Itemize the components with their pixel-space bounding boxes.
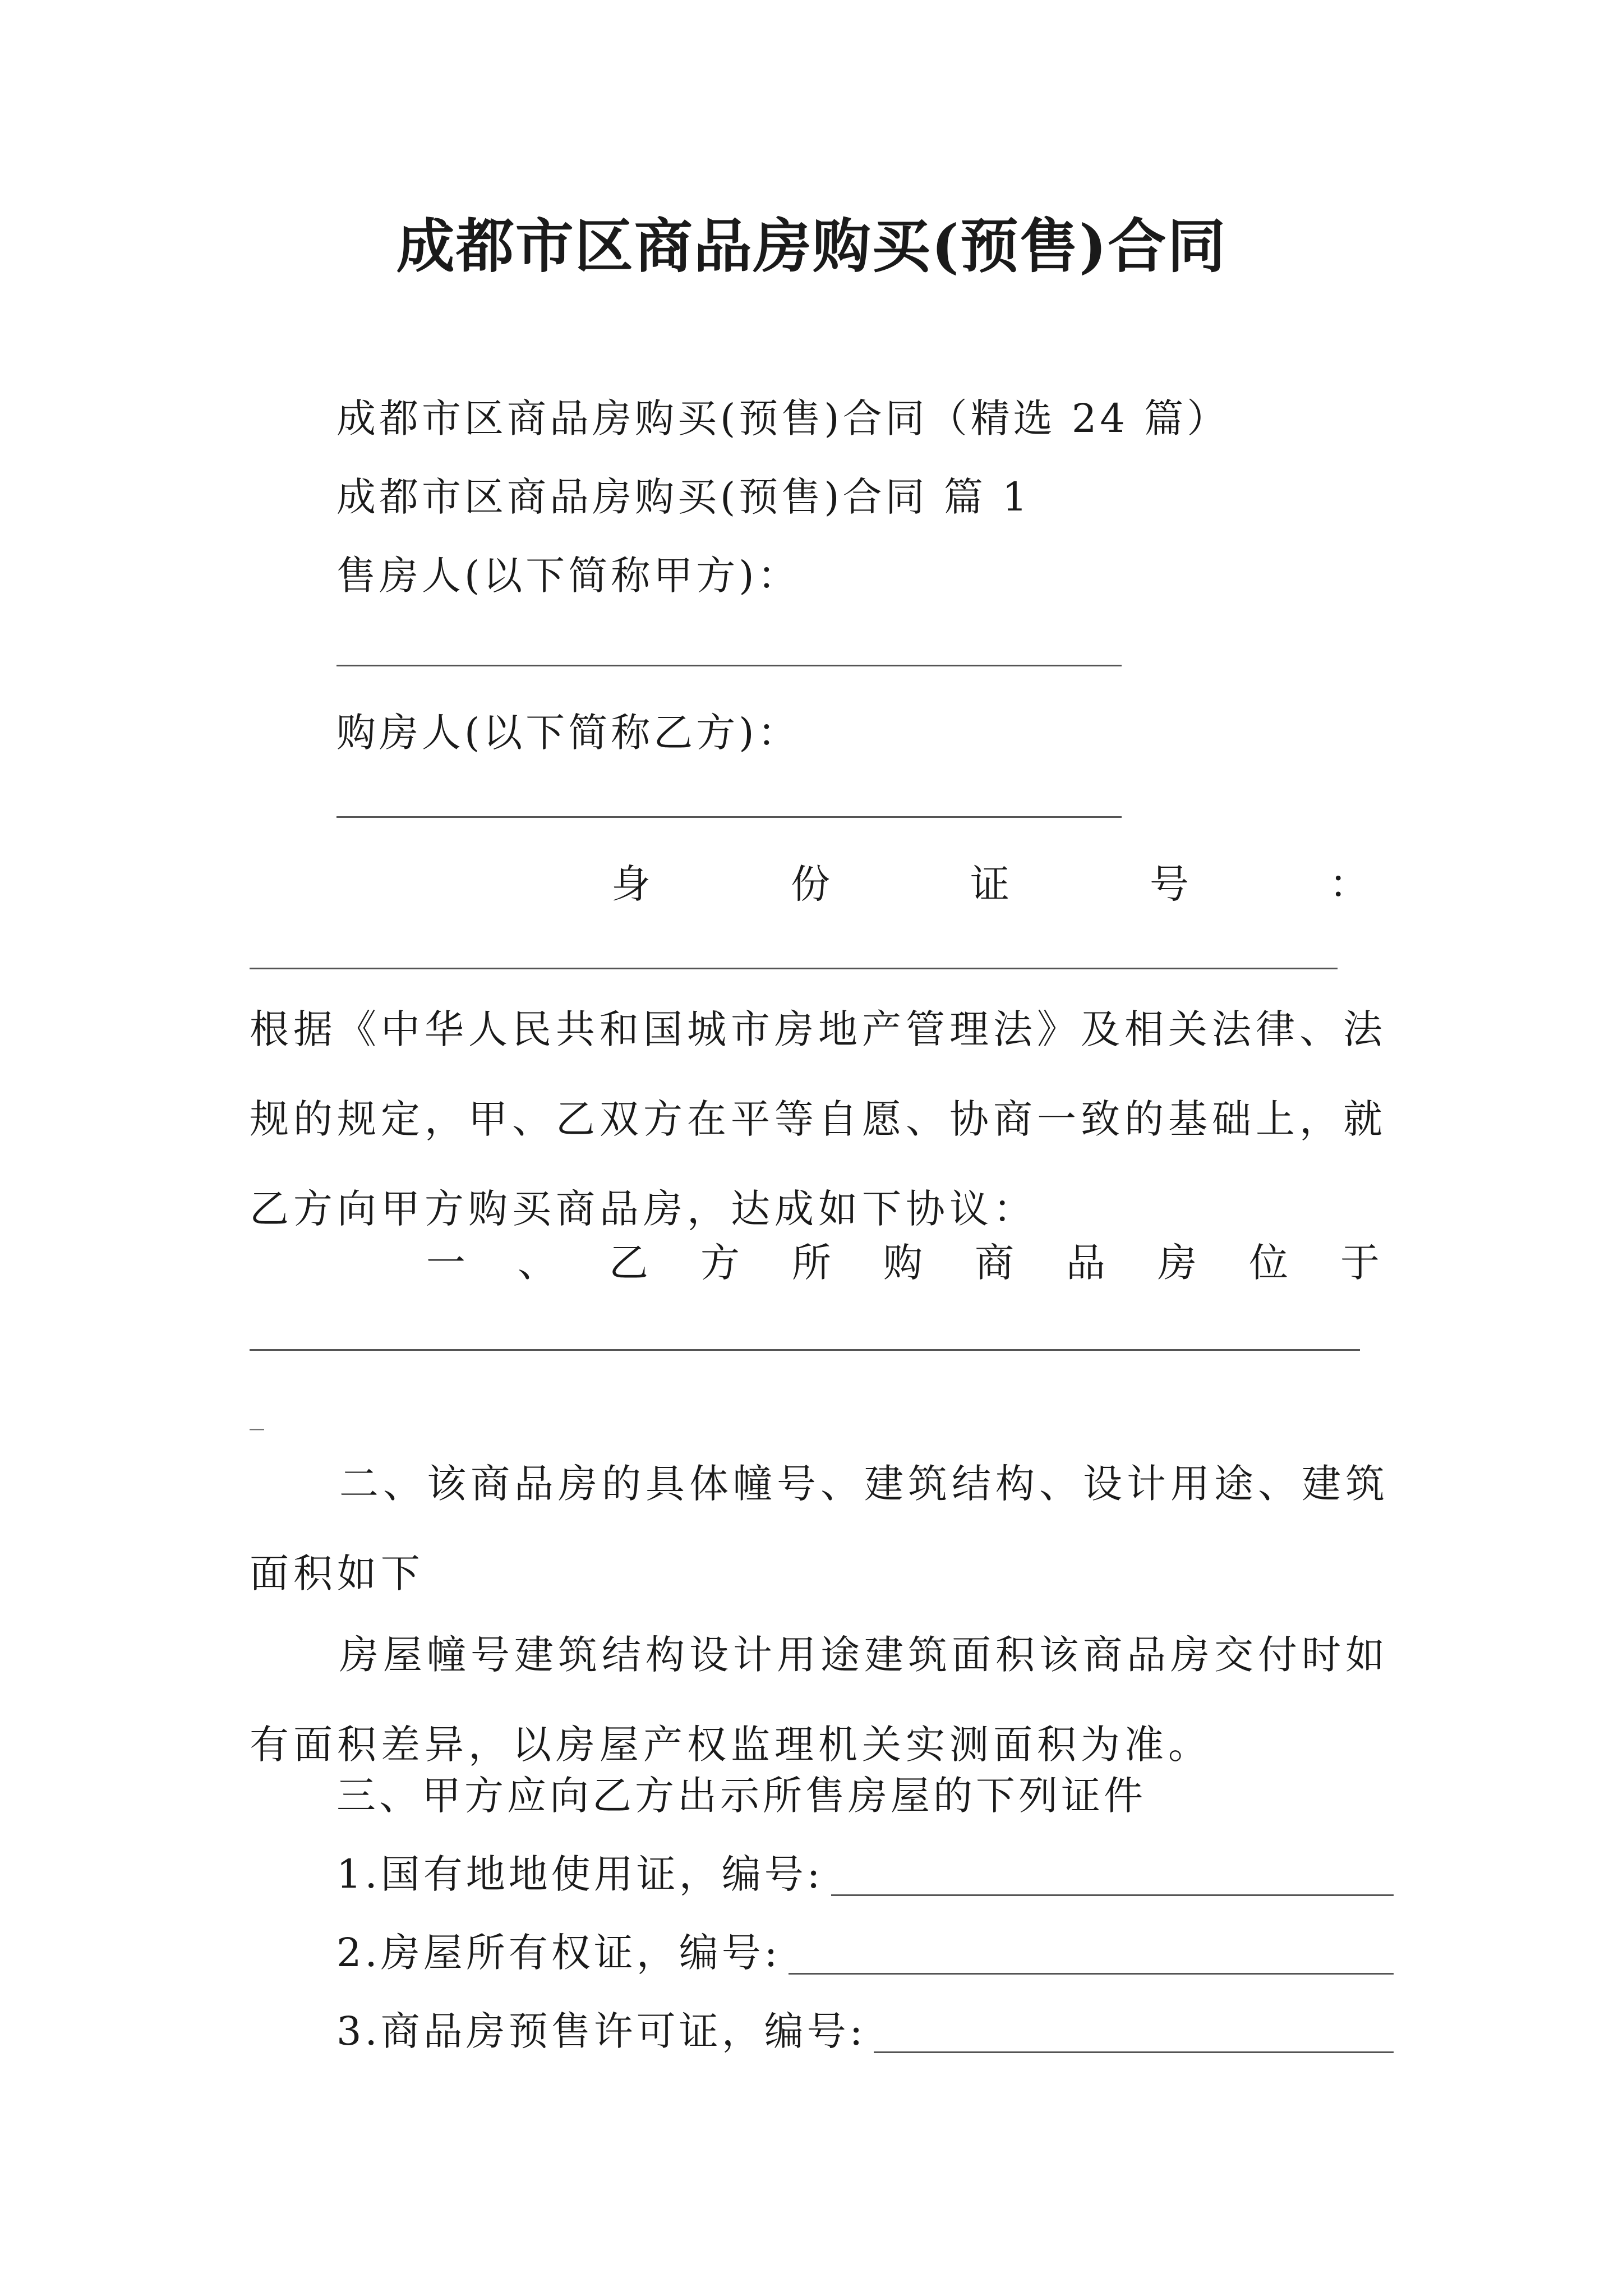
clause-1-char-5: 所 <box>792 1240 831 1286</box>
certificate-3-label: 3.商品房预售许可证，编号: <box>336 2008 866 2054</box>
clause-1-char-2: 、 <box>518 1240 557 1286</box>
buyer-blank-line <box>336 816 1122 818</box>
clause-1-blank-line <box>250 1349 1360 1351</box>
clause-1-char-10: 位 <box>1249 1240 1288 1286</box>
clause-1-char-8: 品 <box>1066 1240 1105 1286</box>
clause-1-char-4: 方 <box>700 1240 740 1286</box>
clause-3-heading: 三、甲方应向乙方出示所售房屋的下列证件 <box>336 1773 1146 1819</box>
certificate-1-row <box>336 1843 1394 1899</box>
preamble-paragraph: 根据《中华人民共和国城市房地产管理法》及相关法律、法规的规定，甲、乙双方在平等自愿、协商一致的基础上，就乙方向甲方购买商品房，达成如下协议： <box>250 1006 1387 1232</box>
seller-blank-line <box>336 665 1122 666</box>
certificate-2-row <box>336 1921 1394 1978</box>
id-label-char-4: 号 <box>1150 861 1189 907</box>
certificate-3-blank <box>874 2051 1394 2053</box>
clause-1-blank-tail: _ <box>250 1397 268 1430</box>
id-number-blank-line <box>250 968 1338 969</box>
part-subtitle: 成都市区商品房购买(预售)合同 篇 1 <box>336 474 1031 520</box>
document-title: 成都市区商品房购买(预售)合同 <box>396 211 1227 280</box>
clause-1-char-11: 于 <box>1340 1240 1380 1286</box>
buyer-label: 购房人(以下简称乙方)： <box>336 710 800 756</box>
clause-1-char-9: 房 <box>1158 1240 1197 1286</box>
collection-subtitle: 成都市区商品房购买(预售)合同（精选 24 篇） <box>336 395 1230 441</box>
clause-1-char-1: 一 <box>426 1240 465 1286</box>
id-number-label <box>611 853 1368 909</box>
clause-2-detail-paragraph: 房屋幢号建筑结构设计用途建筑面积该商品房交付时如有面积差异，以房屋产权监理机关实测面积为准。 <box>250 1632 1389 1768</box>
certificate-1-label: 1.国有地地使用证，编号: <box>336 1851 824 1897</box>
clause-1-char-7: 商 <box>975 1240 1014 1286</box>
id-label-char-5: ： <box>1329 861 1368 907</box>
id-label-char-1: 身 <box>611 861 651 907</box>
certificate-2-label: 2.房屋所有权证，编号: <box>336 1930 781 1976</box>
clause-1-char-3: 乙 <box>609 1240 648 1286</box>
certificate-3-row <box>336 2000 1394 2056</box>
seller-label: 售房人(以下简称甲方)： <box>336 553 800 599</box>
id-label-char-3: 证 <box>970 861 1009 907</box>
clause-1-char-6: 购 <box>883 1240 923 1286</box>
clause-1-heading <box>426 1231 1380 1288</box>
certificate-1-blank <box>831 1894 1394 1896</box>
certificate-2-blank <box>789 1973 1394 1975</box>
id-label-char-2: 份 <box>791 861 830 907</box>
clause-2-paragraph: 二、该商品房的具体幢号、建筑结构、设计用途、建筑面积如下 <box>250 1461 1389 1596</box>
